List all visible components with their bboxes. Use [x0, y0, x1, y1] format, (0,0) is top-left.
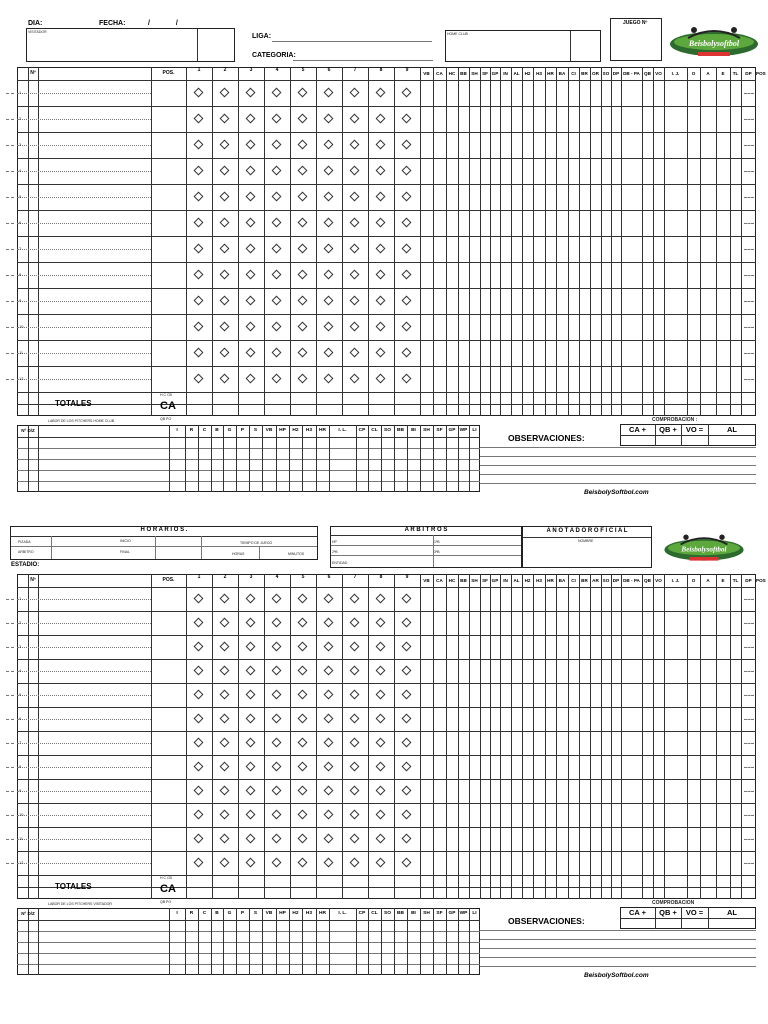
visit-col-3: B [215, 911, 219, 916]
juego-label: JUEGO Nº [623, 20, 648, 26]
visit-stat-11: HR [547, 578, 554, 583]
home-stat-10: H3 [536, 71, 542, 76]
home-qbpo: QB PO [160, 417, 172, 421]
home-stat-5: SF [482, 71, 488, 76]
categoria-line[interactable] [293, 60, 433, 61]
visit-col-4: G [227, 911, 232, 916]
home-row-number: 12 [19, 376, 24, 381]
visit-stat-23: A [706, 578, 710, 583]
estadio-label: ESTADIO: [11, 562, 40, 568]
visit-col-11: HR [319, 911, 326, 916]
visit-qbpo: QB PO [160, 900, 172, 904]
visitador-label: VISITADOR [28, 30, 47, 34]
home-totales: TOTALES [55, 399, 92, 408]
fecha-label: FECHA: [99, 20, 126, 27]
visit-col-5: P [240, 911, 245, 916]
visit-stat-22: O [691, 578, 696, 583]
visit-col-6: S [253, 911, 258, 916]
visit-stat-18: DB - PA [623, 578, 640, 583]
home-stat-16: SO [602, 71, 610, 76]
home-col-6: S [253, 428, 258, 433]
home-row-number: 6 [19, 220, 22, 225]
home-label: LABOR DE LOS PITCHERS HOME CLUB [48, 419, 115, 423]
home-inning-1: 1 [197, 67, 201, 73]
home-stat-17: DP [612, 71, 620, 76]
home-stat-22: O [691, 71, 696, 76]
home-stat-18: DB - PA [623, 71, 640, 76]
nombre-label: NOMBRE [578, 539, 594, 543]
visit-inning-1: 1 [197, 574, 201, 580]
liga-line[interactable] [272, 41, 432, 42]
visit-inning-3: 3 [249, 574, 253, 580]
home-col-15: SO [384, 428, 391, 433]
home-row-number: 3 [19, 142, 22, 147]
home-hcb: H C CB [160, 393, 172, 397]
visit-col-17: BI [411, 911, 416, 916]
visit-col-14: CL [371, 911, 378, 916]
home-row-number: 1 [19, 90, 22, 95]
visit-stat-9: H2 [524, 578, 531, 583]
visit-row-number: 2 [19, 620, 22, 625]
visit-col-12: I. L. [338, 911, 347, 916]
categoria-label: CATEGORIA: [252, 52, 296, 59]
home-comprobacion: COMPROBACION : [652, 417, 698, 423]
visit-stat-15: AR [592, 578, 599, 583]
home-stat-25: TL [732, 71, 739, 76]
visit-row-number: 8 [19, 764, 22, 769]
visit-row-number: 5 [19, 692, 22, 697]
liga-label: LIGA: [252, 33, 272, 40]
home-row-number: 8 [19, 272, 22, 277]
visit-row-number: 9 [19, 788, 22, 793]
home-comp-cell-2: VO = [685, 425, 704, 434]
visit-stat-8: AL [513, 578, 520, 583]
visit-inning-7: 7 [353, 574, 357, 580]
visit-stat-1: CA [436, 578, 443, 583]
visit-stat-12: BA [558, 578, 566, 583]
home-row-number: 7 [19, 246, 22, 251]
horarios-title: H O R A R I O S . [140, 527, 188, 533]
logo-text-2: Beisbolysoftbol [681, 545, 727, 554]
home-stat-12: BA [558, 71, 566, 76]
visit-row-number: 6 [19, 716, 22, 721]
visit-no-diz: Nº D/Z [21, 911, 35, 916]
visit-stat-27: POS [756, 578, 766, 583]
home-col-11: HR [319, 428, 326, 433]
home-ca: CA [160, 400, 176, 412]
home-col-4: G [227, 428, 232, 433]
visit-row-number: 7 [19, 740, 22, 745]
arbitro-3b: 3ªB [434, 550, 440, 554]
home-comp-cell-0: CA + [628, 425, 647, 434]
home-inning-5: 5 [301, 67, 305, 73]
visit-col-9: H2 [292, 911, 299, 916]
visit-col-20: GP [448, 911, 456, 916]
visit-stat-26: DP [745, 578, 752, 583]
home-comp-cell-1: QB + [659, 425, 677, 434]
visit-col-1: R [189, 911, 194, 916]
home-stat-8: AL [513, 71, 520, 76]
visit-stat-0: VB [423, 578, 430, 583]
home-col-2: C [202, 428, 207, 433]
visit-col-15: SO [384, 911, 391, 916]
visit-comprobacion: COMPROBACION [652, 900, 695, 906]
home-website[interactable]: BeisbolySoftbol.com [584, 489, 649, 496]
home-no-header: Nº [30, 70, 36, 76]
home-row-number: 10 [19, 324, 24, 329]
home-col-12: I. L. [338, 428, 347, 433]
home-col-5: P [240, 428, 245, 433]
visit-totales: TOTALES [55, 882, 92, 891]
visit-row-number: 1 [19, 596, 22, 601]
home-col-3: B [215, 428, 219, 433]
home-stat-19: QB [644, 71, 651, 76]
home-stat-21: I. J. [671, 71, 680, 76]
home-col-17: BI [411, 428, 416, 433]
visit-stat-24: E [721, 578, 725, 583]
home-stat-2: HC [448, 71, 456, 76]
tiempo-label: TIEMPO DE JUEGO [240, 541, 273, 545]
visit-col-22: LI [472, 911, 477, 916]
visit-inning-6: 6 [327, 574, 331, 580]
home-col-7: VB [265, 428, 273, 433]
visit-col-7: VB [265, 911, 273, 916]
visit-stat-14: BR [581, 578, 588, 583]
visit-stat-17: DP [612, 578, 620, 583]
dia-label: DIA: [28, 20, 43, 27]
home-col-16: BB [397, 428, 404, 433]
home-col-0: I [176, 428, 178, 433]
home-club-label: HOME CLUB [447, 32, 468, 36]
home-inning-6: 6 [327, 67, 331, 73]
home-row-number: 2 [19, 116, 22, 121]
visit-comp-cell-1: QB + [659, 908, 677, 917]
visit-stat-20: VO [655, 578, 662, 583]
home-pos-header: POS. [162, 70, 175, 76]
beisbolysoftbol-logo-2 [660, 530, 748, 566]
home-col-1: R [189, 428, 194, 433]
arbitros-title: A R B I T R O S [404, 527, 448, 533]
home-col-20: GP [448, 428, 456, 433]
home-inning-7: 7 [353, 67, 357, 73]
visit-stat-4: SH [471, 578, 478, 583]
visit-inning-4: 4 [275, 574, 279, 580]
visit-col-16: BB [397, 911, 404, 916]
visit-no-header: Nº [30, 577, 36, 583]
anotador-title: A N O T A D O R O F I C I A L [546, 528, 628, 534]
home-stat-24: E [721, 71, 725, 76]
fecha-separators: / / [148, 20, 190, 27]
visit-row-number: 12 [19, 860, 24, 865]
logo-text: Beisbolysoftbol [688, 39, 740, 48]
home-comp-cell-3: AL [727, 425, 737, 434]
visit-comp-cell-2: VO = [685, 908, 704, 917]
home-stat-3: BB [460, 71, 467, 76]
visit-row-number: 3 [19, 644, 22, 649]
visit-hcb: H C CB [160, 876, 172, 880]
home-col-18: SH [423, 428, 430, 433]
visit-stat-3: BB [460, 578, 467, 583]
visit-inning-5: 5 [301, 574, 305, 580]
home-col-21: WP [459, 428, 468, 433]
inicio-label: INICIO [120, 539, 131, 543]
home-stat-13: CI [571, 71, 576, 76]
visit-stat-16: SO [602, 578, 610, 583]
home-col-13: CP [358, 428, 366, 433]
home-inning-8: 8 [379, 67, 383, 73]
arbitro-hp: HP [332, 540, 337, 544]
beisbolysoftbol-logo [668, 22, 760, 62]
home-row-number: 11 [19, 350, 24, 355]
visit-inning-8: 8 [379, 574, 383, 580]
horas-label: HORAS [232, 552, 245, 556]
home-stat-23: A [706, 71, 710, 76]
home-stat-9: H2 [524, 71, 531, 76]
visit-col-8: HP [279, 911, 286, 916]
home-inning-3: 3 [249, 67, 253, 73]
visit-label: LABOR DE LOS PITCHERS VISITADOR [48, 902, 112, 906]
arbitro-2b: 2ªB [332, 550, 338, 554]
home-stat-20: VO [655, 71, 662, 76]
home-stat-27: POS [756, 71, 766, 76]
home-col-8: HP [279, 428, 286, 433]
visit-col-2: C [202, 911, 207, 916]
visit-comp-cell-0: CA + [628, 908, 647, 917]
visit-row-number: 11 [19, 836, 24, 841]
visit-inning-9: 9 [405, 574, 409, 580]
home-club-box[interactable] [445, 30, 601, 62]
home-stat-6: GP [491, 71, 499, 76]
home-no-diz: Nº D/Z [21, 428, 35, 433]
home-col-9: H2 [292, 428, 299, 433]
home-row-number: 4 [19, 168, 22, 173]
arbitro-label: ARBITRO [18, 550, 34, 554]
final-label: FINAL [120, 550, 130, 554]
home-stat-26: DP [745, 71, 752, 76]
home-row-number: 9 [19, 298, 22, 303]
home-col-22: LI [472, 428, 477, 433]
home-col-14: CL [371, 428, 378, 433]
visit-stat-2: HC [448, 578, 456, 583]
home-inning-2: 2 [223, 67, 227, 73]
visit-col-19: SF [436, 911, 443, 916]
home-observaciones: OBSERVACIONES: [508, 433, 585, 443]
arbitro-1b: 1ªB [434, 540, 440, 544]
home-stat-7: IN [503, 71, 508, 76]
home-stat-1: CA [436, 71, 443, 76]
visit-comp-cell-3: AL [727, 908, 737, 917]
home-col-10: H3 [305, 428, 313, 433]
visit-col-21: WP [459, 911, 468, 916]
visit-inning-2: 2 [223, 574, 227, 580]
visit-pos-header: POS. [162, 577, 175, 583]
visit-stat-10: H3 [536, 578, 542, 583]
home-inning-4: 4 [275, 67, 279, 73]
visit-website[interactable]: BeisbolySoftbol.com [584, 972, 649, 979]
home-row-number: 5 [19, 194, 22, 199]
visit-ca: CA [160, 883, 176, 895]
visit-stat-21: I. J. [671, 578, 680, 583]
home-stat-0: VB [423, 71, 430, 76]
visitador-box[interactable] [26, 28, 235, 62]
home-stat-4: SH [471, 71, 478, 76]
visit-row-number: 4 [19, 668, 22, 673]
visit-col-18: SH [423, 911, 430, 916]
home-col-19: SF [436, 428, 443, 433]
visit-col-0: I [176, 911, 178, 916]
visit-stat-7: IN [503, 578, 508, 583]
visit-col-13: CP [358, 911, 366, 916]
minutos-label: MINUTOS [288, 552, 305, 556]
visit-stat-6: GP [491, 578, 499, 583]
pizarra-label: PIZADA [18, 540, 31, 544]
visit-stat-13: CI [571, 578, 576, 583]
visit-col-10: H3 [305, 911, 313, 916]
home-stat-14: BR [581, 71, 588, 76]
home-stat-15: OR [592, 71, 599, 76]
visit-stat-25: TL [732, 578, 739, 583]
visit-stat-19: QB [644, 578, 651, 583]
entidad-label: ENTIDAD [332, 561, 348, 565]
home-stat-11: HR [547, 71, 554, 76]
visit-observaciones: OBSERVACIONES: [508, 916, 585, 926]
visit-row-number: 10 [19, 812, 24, 817]
visit-stat-5: SF [482, 578, 488, 583]
home-inning-9: 9 [405, 67, 409, 73]
